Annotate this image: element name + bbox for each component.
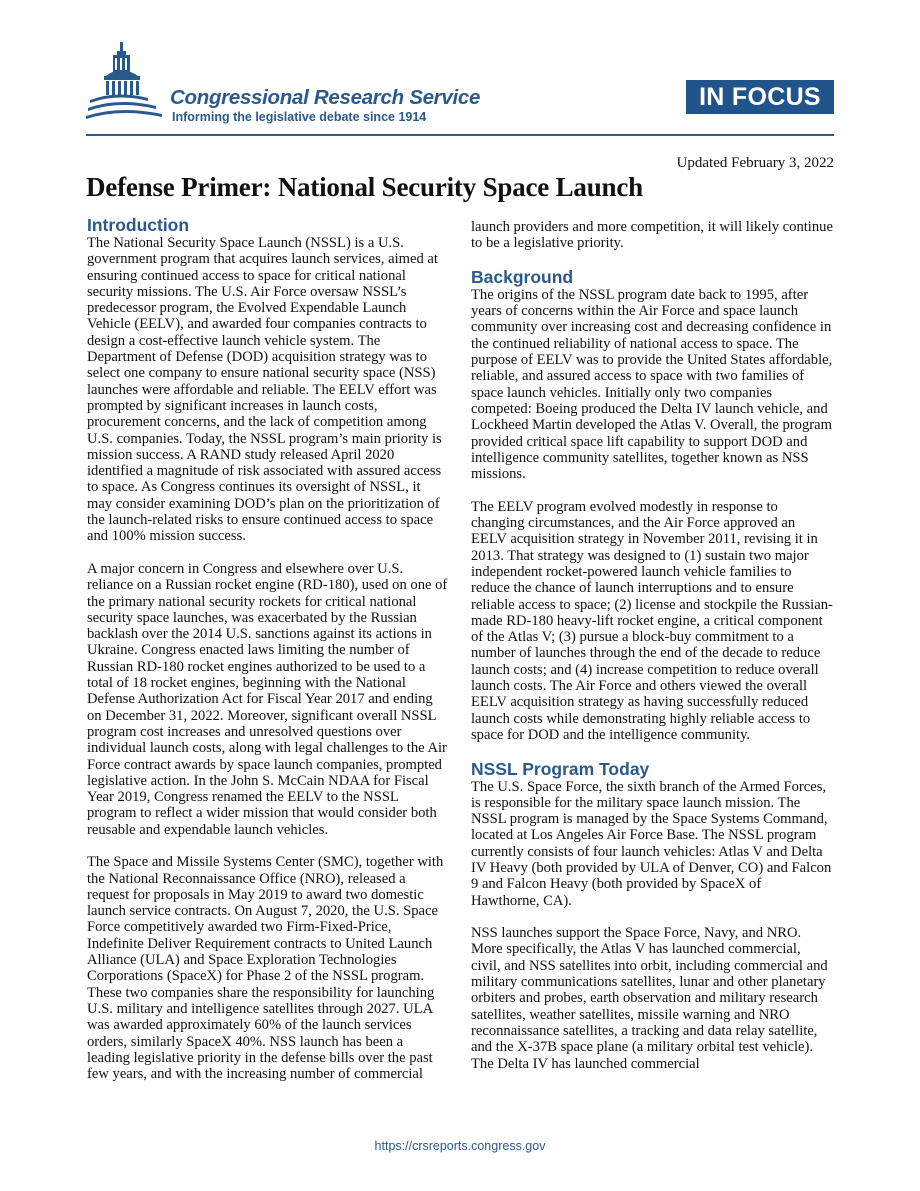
background-paragraph-1: The origins of the NSSL program date back to 1995, after years of concerns within the Air Force and space launch community over increasing cost and decreasing confidence in the continued reliability of national access to space. The purpose of EELV was to provide the United States affordable, reliable, and assured access to space with two families of space launch vehicles. Initially only two companies competed: Boeing produced the Delta IV launch vehicle, and Lockheed Martin developed the Atlas V. Overall, the program provided critical space lift capability to support DOD and intelligence community satellites, together known as NSS missions.: [471, 286, 833, 483]
intro-paragraph-3: The Space and Missile Systems Center (SMC), together with the National Reconnaissance Office (NRO), released a request for proposals in May 2019 to award two domestic launch service contracts. On August 7, 2020, the U.S. Space Force competitively awarded two Firm-Fixed-Price, Indefinite Deliver Requirement contracts to United Launch Alliance (ULA) and Space Exploration Technologies Corporations (SpaceX) for Phase 2 of the NSSL program. These two companies share the responsibility for launching U.S. military and intelligence satellites through 2027. ULA was awarded approximately 60% of the launch services orders, similarly SpaceX 40%. NSS launch has been a leading legislative priority in the defense bills over the past few years, and with the increasing number of commercial: [87, 854, 444, 1083]
org-tagline: Informing the legislative debate since 1914: [172, 110, 427, 124]
left-column: [87, 216, 449, 1082]
intro-paragraph-2: A major concern in Congress and elsewhere over U.S. reliance on a Russian rocket engine (RD-180), used on one of the primary national security rockets for critical national security space launches, was exacerbated by the Russian backlash over the 2014 U.S. sanctions against its actions in Ukraine. Congress enacted laws limiting the number of Russian RD-180 rocket engines authorized to be used to a total of 18 rocket engines, beginning with the National Defense Authorization Act for Fiscal Year 2017 and ending on December 31, 2022. Moreover, significant overall NSSL program cost increases and unresolved questions over individual launch costs, along with legal challenges to the Air Force contract awards by space launch companies, prompted legislative action. In the John S. McCain NDAA for Fiscal Year 2019, Congress renamed the EELV to the NSSL program to reflect a wider mission that would consider both reusable and expendable launch vehicles.: [87, 560, 448, 838]
section-heading-introduction: Introduction: [87, 215, 190, 235]
section-heading-program-today: NSSL Program Today: [471, 758, 650, 779]
intro-paragraph-continued: launch providers and more competition, it will likely continue to be a legislative priority.: [471, 219, 833, 252]
page-header: [0, 0, 920, 140]
right-column: [471, 219, 833, 1072]
section-heading-background: Background: [471, 266, 574, 287]
program-today-paragraph-1: The U.S. Space Force, the sixth branch of the Armed Forces, is responsible for the military space launch mission. The NSSL program is managed by the Space Systems Command, located at Los Angeles Air Force Base. The NSSL program currently consists of four launch vehicles: Atlas V and Delta IV Heavy (both provided by ULA of Denver, CO) and Falcon 9 and Falcon Heavy (both provided by SpaceX of Hawthorne, CA).: [471, 778, 832, 909]
intro-paragraph-1: The National Security Space Launch (NSSL) is a U.S. government program that acquires launch services, aimed at ensuring continued access to space for critical national security missions. The U.S. Air Force oversaw NSSL’s predecessor program, the Evolved Expendable Launch Vehicle (EELV), and awarded four companies contracts to design a cost-effective launch vehicle system. The Department of Defense (DOD) acquisition strategy was to select one company to ensure national security space (NSS) launches were affordable and reliable. The EELV effort was prompted by significant increases in launch costs, procurement concerns, and the lack of competition among U.S. companies. Today, the NSSL program’s main priority is mission success. A RAND study released April 2020 identified a magnitude of risk associated with assured access to space. As Congress continues its oversight of NSSL, it may consider examining DOD’s plan on the prioritization of the launch-related risks to ensure continued access to space and 100% mission success.: [87, 235, 442, 545]
capitol-dome-icon: [86, 42, 164, 128]
page-title: Defense Primer: National Security Space Launch: [86, 172, 643, 202]
background-paragraph-2: The EELV program evolved modestly in response to changing circumstances, and the Air Force approved an EELV acquisition strategy in November 2011, revising it in 2013. That strategy was designed to (1) sustain two major independent rocket-powered launch vehicle families to reduce the chance of launch interruptions and to ensure reliable access to space; (2) license and stockpile the Russian-made RD-180 heavy-lift rocket engine, a critical component of the Atlas V; (3) pursue a block-buy commitment to a number of launches through the end of the decade to reduce launch costs; and (4) increase competition to reduce overall launch costs. The Air Force and others viewed the overall EELV acquisition strategy as having successfully reduced launch costs while demonstrating highly reliable access to space for DOD and the intelligence community.: [471, 498, 833, 743]
footer-url-link[interactable]: https://crsreports.congress.gov: [374, 1139, 546, 1153]
program-today-paragraph-2: NSS launches support the Space Force, Navy, and NRO. More specifically, the Atlas V has launched commercial, civil, and NSS satellites into orbit, including commercial and military communications satellites, lunar and other planetary orbiters and probes, earth observation and military research satellites, weather satellites, missile warning and NRO reconnaissance satellites, a tracking and data relay satellite, and the X-37B space plane (a military orbital test vehicle). The Delta IV has launched commercial: [471, 925, 828, 1072]
org-name: Congressional Research Service: [170, 86, 481, 109]
in-focus-badge: IN FOCUS: [686, 80, 834, 114]
header-divider: [86, 134, 834, 136]
updated-date: Updated February 3, 2022: [676, 155, 834, 171]
